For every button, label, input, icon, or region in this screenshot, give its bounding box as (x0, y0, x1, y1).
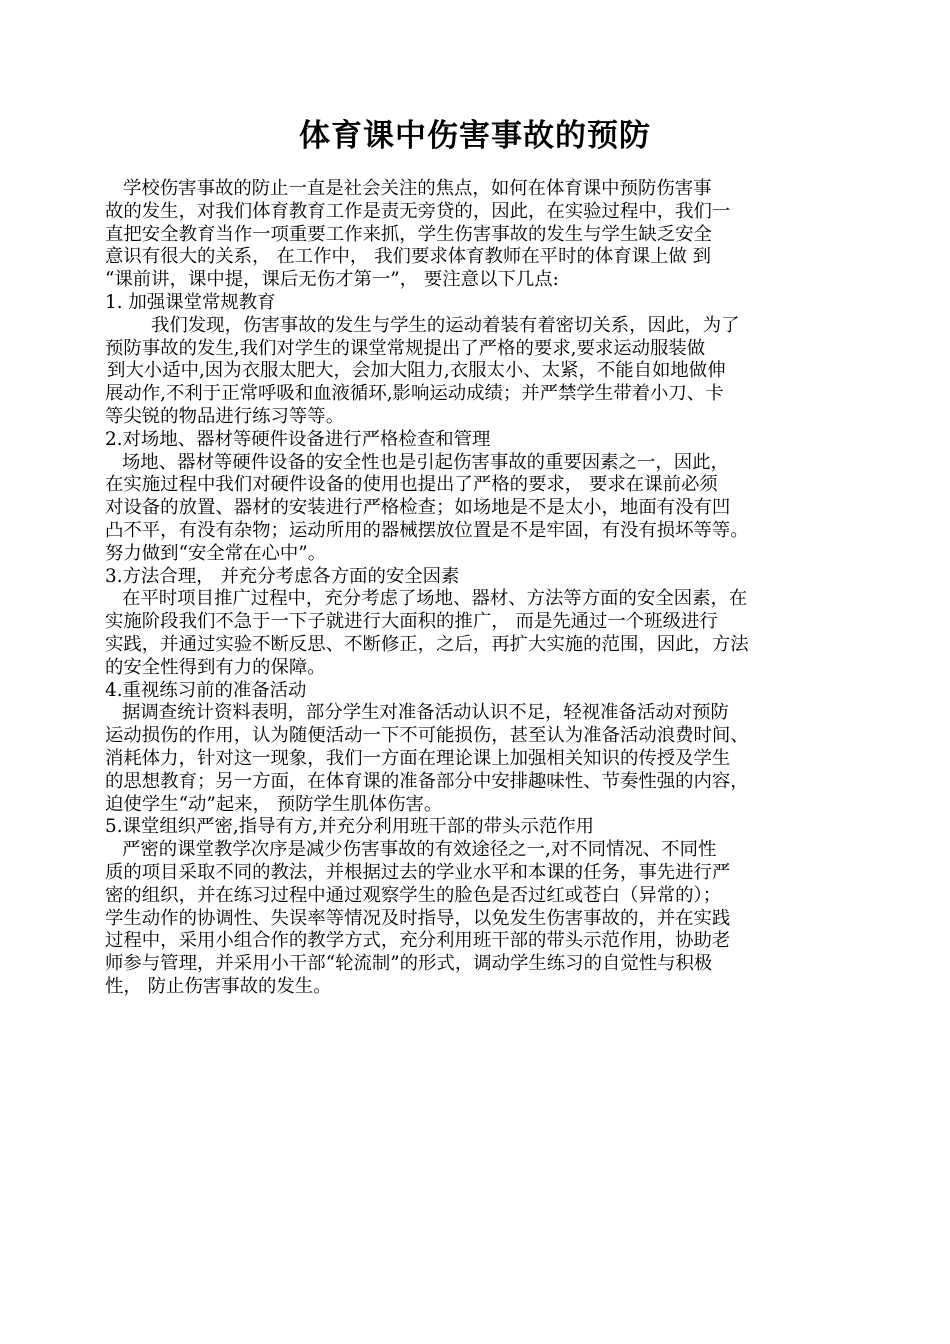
text-line: 对设备的放置、器材的安装进行严格检查；如场地是不是太小，地面有没有凹 (105, 497, 731, 519)
text-line: 意识有很大的关系， 在工作中， 我们要求体育教师在平时的体育课上做 到 (105, 246, 712, 268)
text-line: 努力做到“安全常在心中”。 (105, 542, 327, 564)
text-line: 4.重视练习前的准备活动 (105, 679, 307, 701)
text-line: 迫使学生“动”起来， 预防学生肌体伤害。 (105, 793, 443, 815)
text-line: 凸不平，有没有杂物；运动所用的器械摆放位置是不是牢固，有没有损坏等等。 (105, 519, 749, 541)
text-line: 的思想教育；另一方面，在体育课的准备部分中安排趣味性、节奏性强的内容， (105, 770, 749, 792)
document-body (105, 178, 860, 999)
text-line: 过程中，采用小组合作的教学方式，充分利用班干部的带头示范作用，协助老 (105, 930, 731, 952)
text-line: 展动作,不利于正常呼吸和血液循环,影响运动成绩；并严禁学生带着小刀、卡 (105, 383, 724, 405)
text-line: 场地、器材等硬件设备的安全性也是引起伤害事故的重要因素之一，因此， (122, 451, 729, 473)
text-line: 学生动作的协调性、失误率等情况及时指导，以免发生伤害事故的，并在实践 (105, 907, 731, 929)
text-line: 据调查统计资料表明，部分学生对准备活动认识不足，轻视准备活动对预防 (122, 702, 729, 724)
text-line: 的安全性得到有力的保障。 (105, 656, 326, 678)
text-line: 密的组织，并在练习过程中通过观察学生的脸色是否过红或苍白（异常的）； (105, 884, 722, 906)
text-line: 2.对场地、器材等硬件设备进行严格检查和管理 (105, 428, 491, 450)
text-line: 到大小适中,因为衣服太肥大，会加大阻力,衣服太小、太紧，不能自如地做伸 (107, 360, 726, 382)
text-line: 运动损伤的作用，认为随便活动一下不可能损伤，甚至认为准备活动浪费时间、 (105, 725, 749, 747)
text-line: 在平时项目推广过程中，充分考虑了场地、器材、方法等方面的安全因素，在 (122, 588, 748, 610)
text-line: 严密的课堂教学次序是减少伤害事故的有效途径之一,对不同情况、不同性 (122, 839, 717, 861)
text-line: 3.方法合理， 并充分考虑各方面的安全因素 (105, 565, 460, 587)
text-line: 在实施过程中我们对硬件设备的使用也提出了严格的要求， 要求在课前必须 (105, 474, 718, 496)
document-title: 体育课中伤害事故的预防 (299, 118, 651, 154)
text-line: 学校伤害事故的防止一直是社会关注的焦点，如何在体育课中预防伤害事 (123, 178, 712, 199)
text-line: 师参与管理，并采用小干部“轮流制”的形式，调动学生练习的自觉性与积极 (105, 953, 713, 975)
text-line: 5.课堂组织严密,指导有方,并充分利用班干部的带头示范作用 (105, 816, 595, 838)
text-line: 等尖锐的物品进行练习等等。 (105, 405, 345, 427)
text-line: 实施阶段我们不急于一下子就进行大面积的推广， 而是先通过一个班级进行 (105, 611, 718, 633)
text-line: 质的项目采取不同的教法，并根据过去的学业水平和本课的任务，事先进行严 (105, 861, 731, 883)
text-line: 我们发现，伤害事故的发生与学生的运动着装有着密切关系，因此，为了 (151, 314, 740, 336)
text-line: 1. 加强课堂常规教育 (105, 291, 276, 313)
text-line: “课前讲，课中提，课后无伤才第一”， 要注意以下几点: (105, 269, 559, 291)
text-line: 性， 防止伤害事故的发生。 (105, 975, 332, 997)
text-line: 实践，并通过实验不断反思、不断修正，之后，再扩大实施的范围，因此，方法 (105, 633, 749, 655)
text-line: 直把安全教育当作一项重要工作来抓，学生伤害事故的发生与学生缺乏安全 (105, 223, 712, 245)
text-line: 消耗体力，针对这一现象，我们一方面在理论课上加强相关知识的传授及学生 (105, 747, 731, 769)
text-line: 预防事故的发生,我们对学生的课堂常规提出了严格的要求,要求运动服装做 (105, 337, 706, 359)
text-line: 故的发生，对我们体育教育工作是责无旁贷的，因此，在实验过程中，我们一 (105, 200, 731, 222)
